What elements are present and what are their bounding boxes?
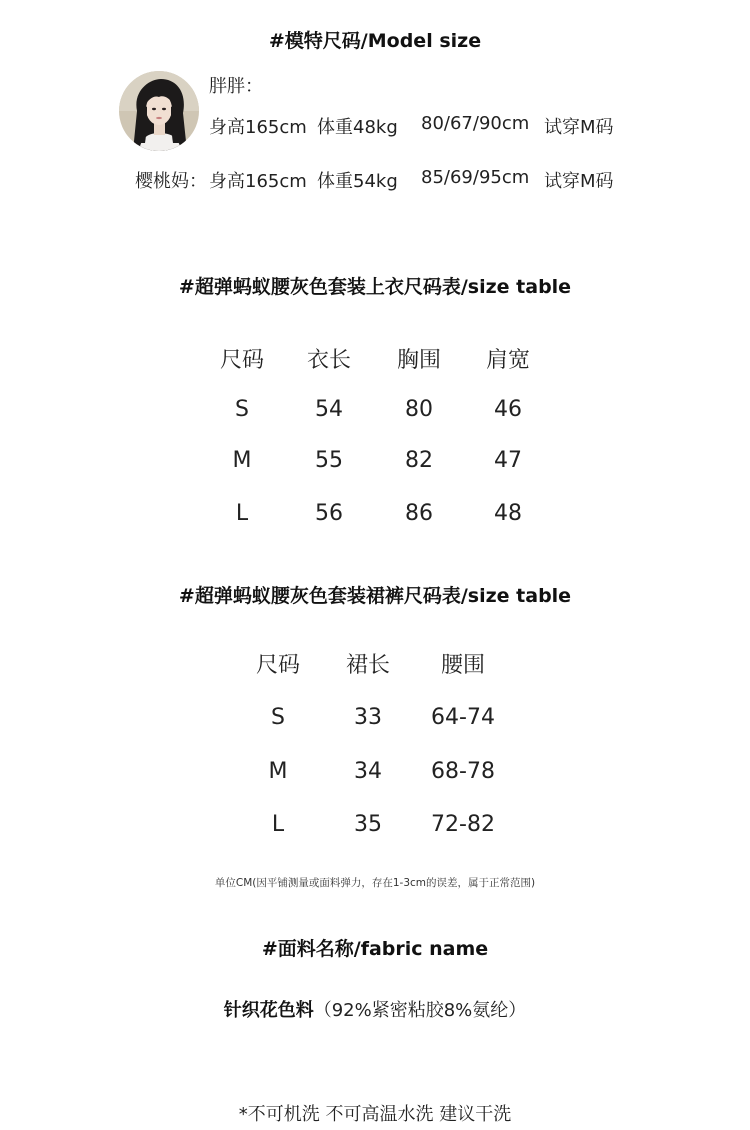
- table-cell: S: [235, 397, 249, 422]
- table-cell: M: [232, 448, 252, 473]
- table-header: 裙长: [345, 653, 391, 678]
- table-cell: 47: [494, 448, 522, 473]
- table-cell: 64-74: [431, 705, 495, 730]
- table-cell: 33: [354, 705, 382, 730]
- table-header: 胸围: [396, 348, 442, 373]
- care-instructions: *不可机洗 不可高温水洗 建议干洗: [238, 1104, 512, 1125]
- table-cell: 35: [354, 812, 382, 837]
- table-header: 尺码: [219, 348, 265, 373]
- table-cell: 54: [315, 397, 343, 422]
- table-cell: S: [271, 705, 285, 730]
- table-header: 腰围: [440, 653, 486, 678]
- model-1-height: 身高165cm: [209, 117, 307, 138]
- model-1-weight: 体重48kg: [317, 117, 398, 138]
- model-avatar: [119, 71, 199, 151]
- table-cell: 55: [315, 448, 343, 473]
- table-cell: 72-82: [431, 812, 495, 837]
- table-cell: L: [235, 501, 249, 526]
- table-cell: 56: [315, 501, 343, 526]
- fabric-composition: （92%紧密粘胶8%氨纶）: [313, 1000, 527, 1021]
- skirt-table-heading: #超弹蚂蚁腰灰色套装裙裤尺码表/size table: [178, 585, 572, 607]
- table-header: 尺码: [255, 653, 301, 678]
- model-photo-icon: [119, 71, 199, 151]
- table-header: 肩宽: [485, 348, 531, 373]
- model-1-measurements: 80/67/90cm: [421, 113, 530, 134]
- model-size-heading: #模特尺码/Model size: [268, 30, 482, 52]
- table-cell: 68-78: [431, 759, 495, 784]
- table-cell: 82: [405, 448, 433, 473]
- fabric-heading: #面料名称/fabric name: [261, 938, 489, 960]
- model-2-name: 樱桃妈：: [135, 171, 207, 192]
- table-cell: 46: [494, 397, 522, 422]
- table-header: 衣长: [306, 348, 352, 373]
- fabric-line: [0, 996, 750, 1022]
- model-1-tried-size: 试穿M码: [544, 117, 614, 138]
- measurement-note: 单位CM(因平铺测量或面料弹力，存在1-3cm的误差，属于正常范围): [214, 877, 536, 889]
- table-cell: M: [268, 759, 288, 784]
- table-cell: 34: [354, 759, 382, 784]
- table-cell: 80: [405, 397, 433, 422]
- fabric-name: 针织花色料: [223, 1000, 314, 1021]
- table-cell: 86: [405, 501, 433, 526]
- model-1-name: 胖胖：: [209, 76, 263, 97]
- model-2-measurements: 85/69/95cm: [421, 167, 530, 188]
- table-cell: 48: [494, 501, 522, 526]
- top-table-heading: #超弹蚂蚁腰灰色套装上衣尺码表/size table: [178, 276, 572, 298]
- table-cell: L: [271, 812, 285, 837]
- model-2-height: 身高165cm: [209, 171, 307, 192]
- model-2-weight: 体重54kg: [317, 171, 398, 192]
- model-2-tried-size: 试穿M码: [544, 171, 614, 192]
